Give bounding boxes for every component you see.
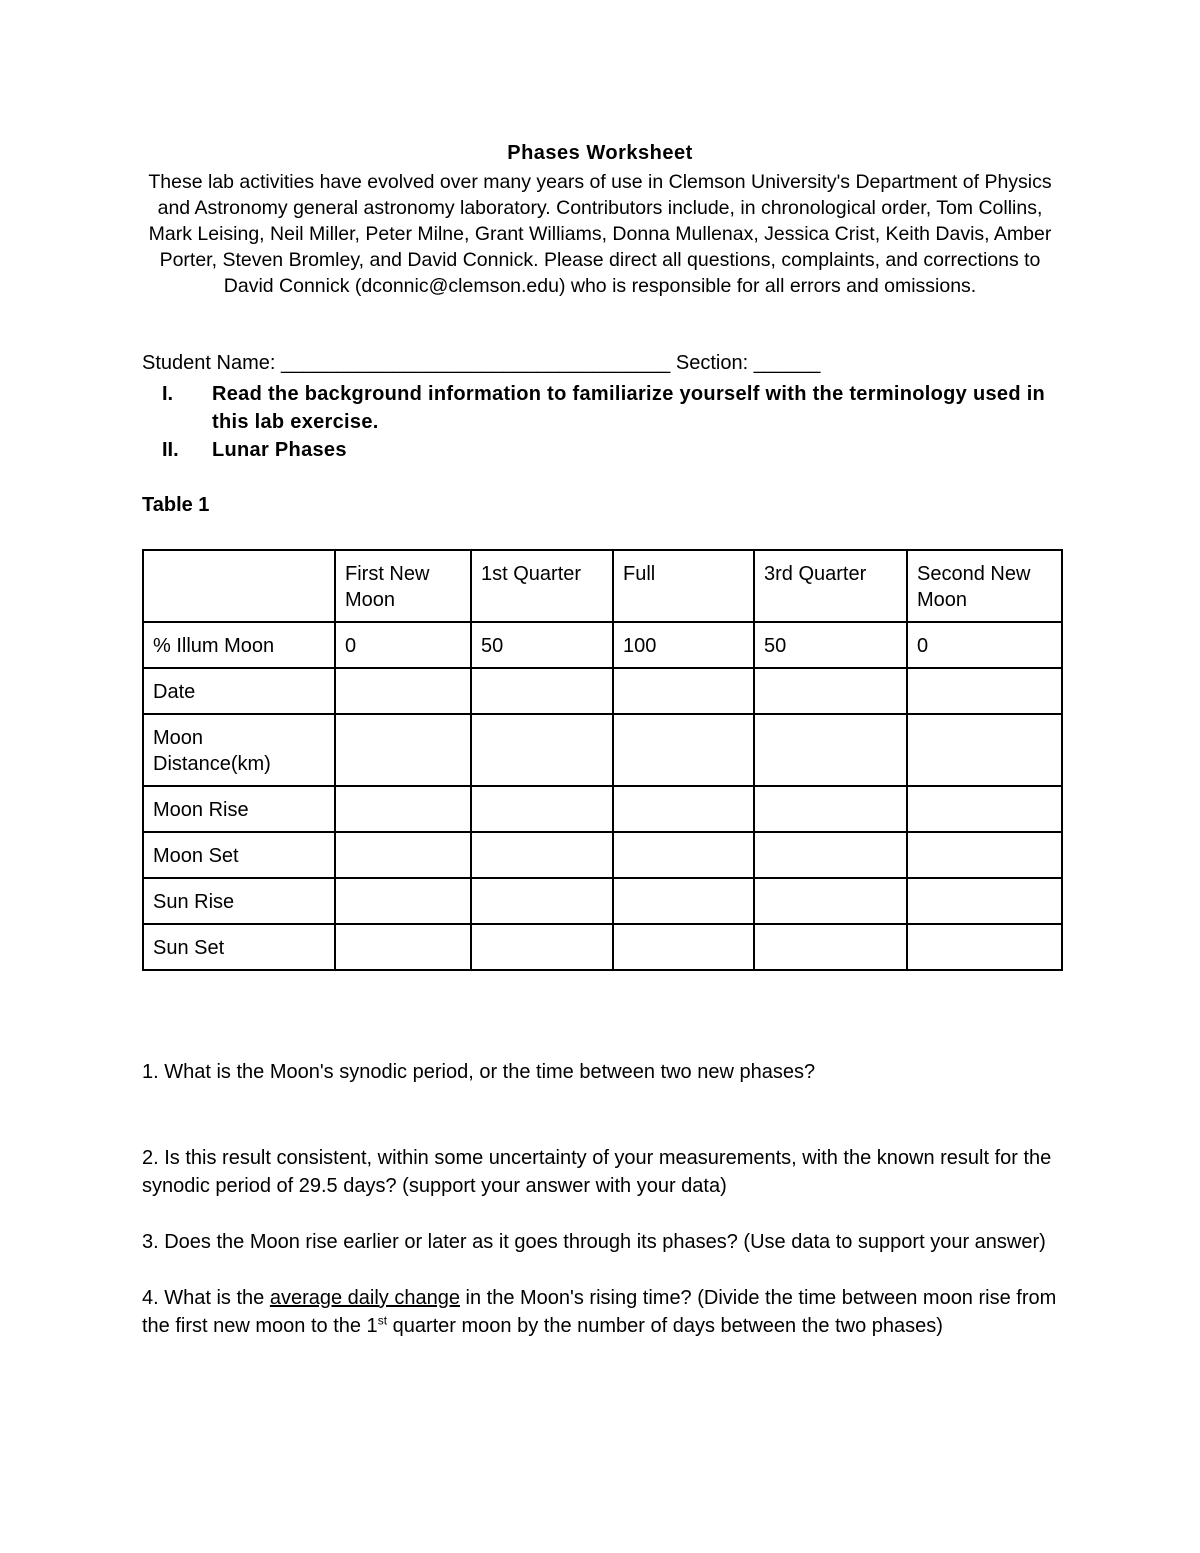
instruction-text: Lunar Phases [212, 439, 347, 461]
section-label: Section: [675, 352, 749, 374]
row-label-cell: Moon Set [143, 832, 335, 878]
table-cell[interactable] [754, 832, 907, 878]
table-cell[interactable] [613, 924, 754, 970]
row-label-cell: Date [143, 668, 335, 714]
table-caption: Table 1 [142, 494, 210, 516]
table-cell[interactable] [613, 786, 754, 832]
table-cell: 0 [335, 622, 471, 668]
table-cell[interactable] [754, 878, 907, 924]
table-cell[interactable] [471, 714, 613, 786]
table-cell[interactable] [907, 668, 1062, 714]
table-cell[interactable] [335, 714, 471, 786]
table-corner-cell [143, 550, 335, 622]
intro-paragraph: These lab activities have evolved over many years of use in Clemson University's Department of Physics and Astronomy general astronomy laboratory. Contributors include, in chronological order, Tom Collins, Mark Leising, Neil Miller, Peter Milne, Grant Williams, Donna Mullenax, Jessica Crist, Keith Davis, Amber Porter, Steven Bromley, and David Connick. Please direct all questions, complaints, and corrections to David Connick (dconnic@clemson.edu) who is responsible for all errors and omissions. [148, 171, 1052, 297]
question-4-prefix: 4. What is the [142, 1287, 270, 1309]
instruction-text: Read the background information to familiarize yourself with the terminology used in this lab exercise. [212, 383, 1046, 433]
question-2: 2. Is this result consistent, within some uncertainty of your measurements, with the known result for the synodic period of 29.5 days? (support your answer with your data) [142, 1147, 1052, 1197]
table-header-row [143, 550, 1062, 622]
student-name-label: Student Name: [142, 352, 276, 374]
table-cell[interactable] [471, 668, 613, 714]
instructions-list [142, 380, 1072, 464]
table-cell[interactable] [471, 924, 613, 970]
instruction-number: II. [162, 439, 179, 461]
row-label-cell: Moon Rise [143, 786, 335, 832]
table-cell[interactable] [613, 668, 754, 714]
table-row [143, 622, 1062, 668]
table-row [143, 832, 1062, 878]
table-cell[interactable] [907, 714, 1062, 786]
instruction-item [142, 436, 1072, 464]
row-label-cell: % Illum Moon [143, 622, 335, 668]
table-cell: 100 [613, 622, 754, 668]
table-cell[interactable] [907, 878, 1062, 924]
table-cell[interactable] [335, 878, 471, 924]
table-header-cell: First New Moon [335, 550, 471, 622]
table-cell[interactable] [754, 668, 907, 714]
table-cell: 0 [907, 622, 1062, 668]
row-label-cell: Sun Set [143, 924, 335, 970]
table-cell[interactable] [907, 832, 1062, 878]
table-cell[interactable] [754, 786, 907, 832]
table-cell[interactable] [335, 832, 471, 878]
lunar-phases-table [142, 549, 1063, 971]
instruction-number: I. [162, 383, 174, 405]
table-row [143, 924, 1062, 970]
question-4 [142, 1284, 1062, 1340]
table-cell[interactable] [335, 786, 471, 832]
questions-section [142, 1058, 1062, 1340]
table-cell: 50 [471, 622, 613, 668]
table-cell[interactable] [907, 924, 1062, 970]
table-header-cell: Second New Moon [907, 550, 1062, 622]
section-field[interactable]: ______ [753, 352, 821, 374]
row-label-cell: Sun Rise [143, 878, 335, 924]
table-cell[interactable] [754, 714, 907, 786]
table-cell[interactable] [471, 832, 613, 878]
student-info-line [142, 352, 1072, 375]
table-header-cell: 1st Quarter [471, 550, 613, 622]
table-cell[interactable] [471, 878, 613, 924]
table-cell[interactable] [754, 924, 907, 970]
table-cell[interactable] [335, 668, 471, 714]
table-header-cell: Full [613, 550, 754, 622]
question-3: 3. Does the Moon rise earlier or later as it goes through its phases? (Use data to support your answer) [142, 1231, 1046, 1253]
table-row [143, 786, 1062, 832]
question-4-middle: in the Moon's rising time? (Divide the time between moon rise from the first new moon to the 1 [142, 1287, 1057, 1337]
question-4-sup: st [377, 1313, 388, 1328]
table-cell[interactable] [907, 786, 1062, 832]
question-4-underlined: average daily change [269, 1287, 460, 1309]
table-row [143, 668, 1062, 714]
table-cell: 50 [754, 622, 907, 668]
question-1: 1. What is the Moon's synodic period, or the time between two new phases? [142, 1061, 816, 1083]
table-cell[interactable] [613, 878, 754, 924]
question-4-suffix: quarter moon by the number of days between the two phases) [387, 1315, 943, 1337]
table-row [143, 714, 1062, 786]
row-label-cell: Moon Distance(km) [143, 714, 335, 786]
table-cell[interactable] [335, 924, 471, 970]
table-cell[interactable] [613, 832, 754, 878]
student-name-field[interactable]: ___________________________________ [280, 352, 671, 374]
instruction-item [142, 380, 1072, 436]
page-title: Phases Worksheet [507, 142, 693, 164]
table-row [143, 878, 1062, 924]
table-cell[interactable] [613, 714, 754, 786]
table-header-cell: 3rd Quarter [754, 550, 907, 622]
table-cell[interactable] [471, 786, 613, 832]
